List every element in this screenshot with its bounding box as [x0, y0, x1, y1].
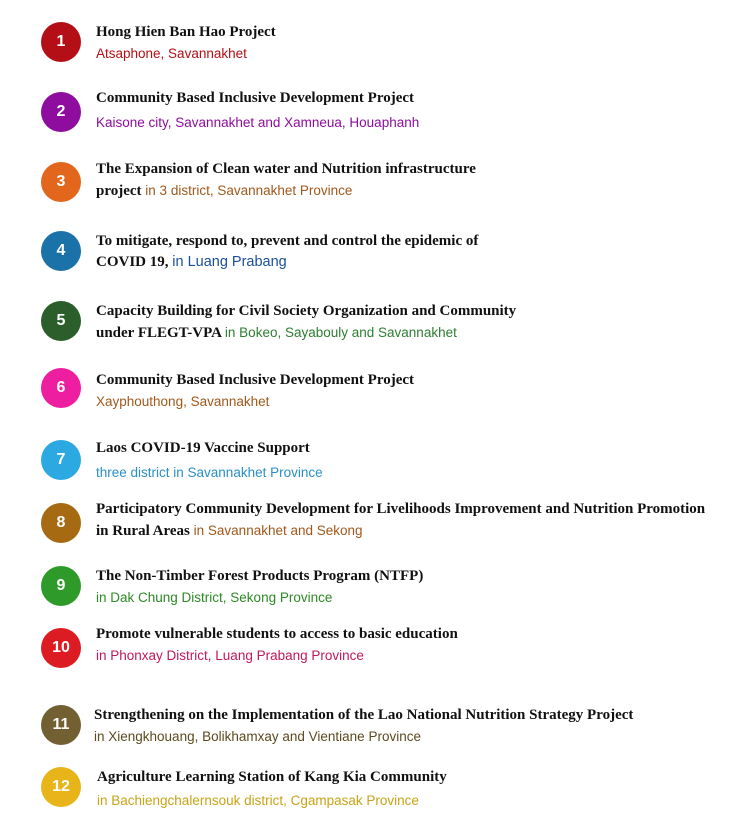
number-badge: 10 — [41, 628, 81, 668]
number-badge: 12 — [41, 767, 81, 807]
project-title: Hong Hien Ban Hao Project — [96, 24, 276, 40]
number-badge: 1 — [41, 22, 81, 62]
project-title: Strengthening on the Implementation of the Lao National Nutrition Strategy Project — [94, 707, 634, 723]
project-location: in Xiengkhouang, Bolikhamxay and Vientiane Province — [94, 729, 421, 744]
project-title: Promote vulnerable students to access to basic education — [96, 626, 458, 642]
project-title: Participatory Community Development for Livelihoods Improvement and Nutrition Promotion — [96, 501, 706, 517]
project-title: To mitigate, respond to, prevent and control the epidemic of — [96, 233, 479, 249]
number-badge: 8 — [41, 503, 81, 543]
project-location: in 3 district, Savannakhet Province — [145, 183, 353, 198]
number-badge: 11 — [41, 705, 81, 745]
project-location: in Dak Chung District, Sekong Province — [96, 590, 333, 605]
project-location: in Bokeo, Sayabouly and Savannakhet — [224, 325, 457, 340]
project-title: The Non-Timber Forest Products Program (NTFP) — [96, 568, 424, 584]
project-location: Atsaphone, Savannakhet — [96, 46, 247, 61]
project-title: Community Based Inclusive Development Project — [96, 90, 415, 106]
project-title-cont: project — [96, 183, 142, 199]
project-location: in Savannakhet and Sekong — [193, 523, 363, 538]
project-title-cont: under FLEGT-VPA — [96, 325, 222, 341]
project-title: Community Based Inclusive Development Project — [96, 372, 415, 388]
number-badge: 4 — [41, 231, 81, 271]
number-badge: 6 — [41, 368, 81, 408]
project-title-cont: in Rural Areas — [96, 523, 190, 539]
project-location: in Phonxay District, Luang Prabang Province — [96, 648, 364, 663]
number-badge: 2 — [41, 92, 81, 132]
number-badge: 3 — [41, 162, 81, 202]
number-badge: 5 — [41, 301, 81, 341]
number-badge: 9 — [41, 566, 81, 606]
number-badge: 7 — [41, 440, 81, 480]
project-title: Agriculture Learning Station of Kang Kia Community — [97, 769, 447, 785]
project-location: Xayphouthong, Savannakhet — [96, 394, 270, 409]
project-title: Capacity Building for Civil Society Organization and Community — [96, 303, 517, 319]
project-title: The Expansion of Clean water and Nutrition infrastructure — [96, 161, 476, 177]
project-title-cont: COVID 19, — [96, 254, 169, 270]
project-location: three district in Savannakhet Province — [96, 465, 323, 480]
project-location: in Bachiengchalernsouk district, Cgampasak Province — [97, 793, 419, 808]
project-title: Laos COVID-19 Vaccine Support — [96, 440, 310, 456]
project-location: Kaisone city, Savannakhet and Xamneua, Houaphanh — [96, 115, 420, 130]
project-location: in Luang Prabang — [172, 254, 287, 270]
